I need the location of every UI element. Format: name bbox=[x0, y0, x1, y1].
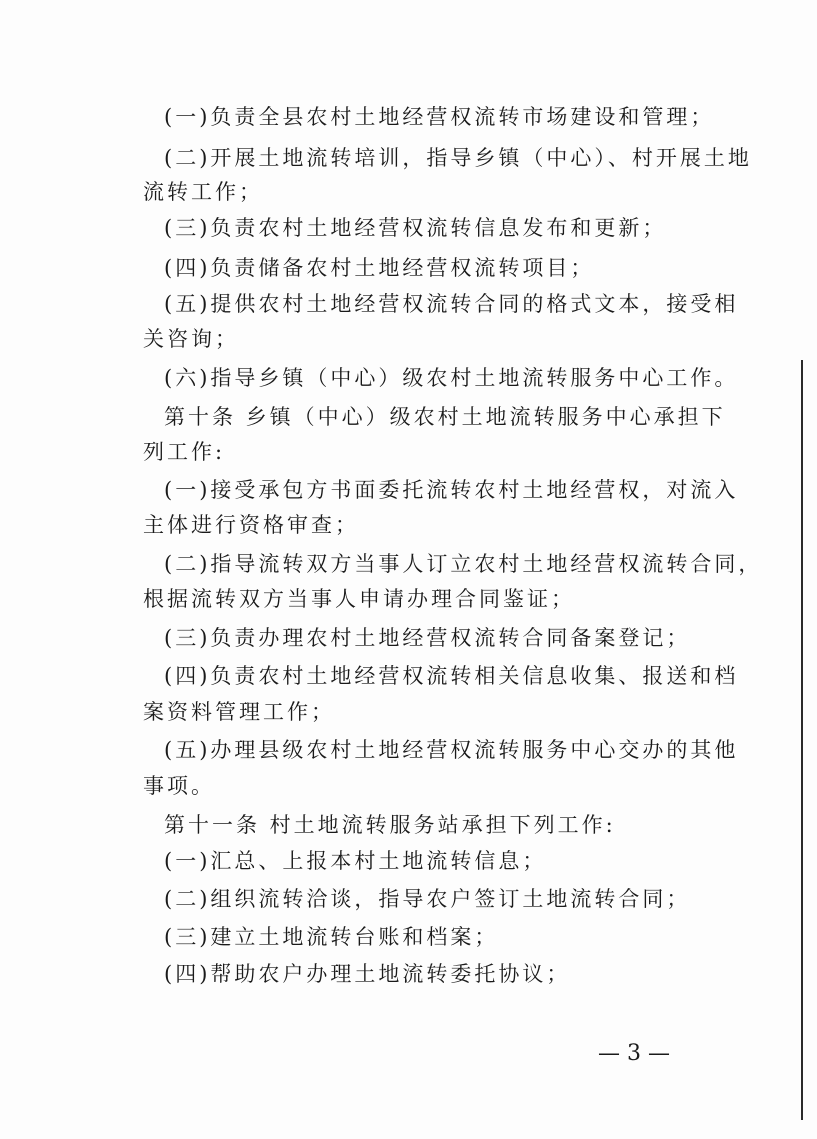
paragraph-line: (二)指导流转双方当事人订立农村土地经营权流转合同， bbox=[164, 552, 763, 576]
paragraph-line: (三)负责办理农村土地经营权流转合同备案登记； bbox=[164, 626, 691, 650]
paragraph-line: (四)负责储备农村土地经营权流转项目； bbox=[164, 256, 595, 280]
paragraph-line: 流转工作； bbox=[143, 180, 263, 204]
paragraph-line: (六)指导乡镇（中心）级农村土地流转服务中心工作。 bbox=[164, 366, 739, 390]
paragraph-line: (二)组织流转洽谈，指导农户签订土地流转合同； bbox=[164, 887, 691, 911]
paragraph-line: 根据流转双方当事人申请办理合同鉴证； bbox=[143, 587, 575, 611]
paragraph-line: (二)开展土地流转培训，指导乡镇（中心）、村开展土地 bbox=[164, 146, 752, 170]
paragraph-line: (四)帮助农户办理土地流转委托协议； bbox=[164, 962, 571, 986]
article-heading-line: 第十条 乡镇（中心）级农村土地流转服务中心承担下 bbox=[164, 405, 726, 429]
page-edge-line bbox=[801, 360, 803, 1120]
paragraph-line: 事项。 bbox=[143, 774, 215, 798]
paragraph-line: (三)建立土地流转台账和档案； bbox=[164, 925, 499, 949]
paragraph-line: (五)提供农村土地经营权流转合同的格式文本，接受相 bbox=[164, 292, 739, 316]
paragraph-line: (一)接受承包方书面委托流转农村土地经营权，对流入 bbox=[164, 478, 739, 502]
paragraph-line: 案资料管理工作； bbox=[143, 700, 335, 724]
article-heading-line: 第十一条 村土地流转服务站承担下列工作: bbox=[164, 813, 616, 837]
paragraph-line: 关咨询； bbox=[143, 327, 239, 351]
paragraph-line: (五)办理县级农村土地经营权流转服务中心交办的其他 bbox=[164, 738, 739, 762]
paragraph-line: (三)负责农村土地经营权流转信息发布和更新； bbox=[164, 216, 667, 240]
paragraph-line: (一)汇总、上报本村土地流转信息； bbox=[164, 849, 547, 873]
page-number: — 3 — bbox=[598, 1041, 670, 1066]
paragraph-line: (一)负责全县农村土地经营权流转市场建设和管理； bbox=[164, 105, 715, 129]
paragraph-line: 列工作: bbox=[143, 440, 226, 464]
paragraph-line: 主体进行资格审查； bbox=[143, 513, 359, 537]
paragraph-line: (四)负责农村土地经营权流转相关信息收集、报送和档 bbox=[164, 664, 739, 688]
